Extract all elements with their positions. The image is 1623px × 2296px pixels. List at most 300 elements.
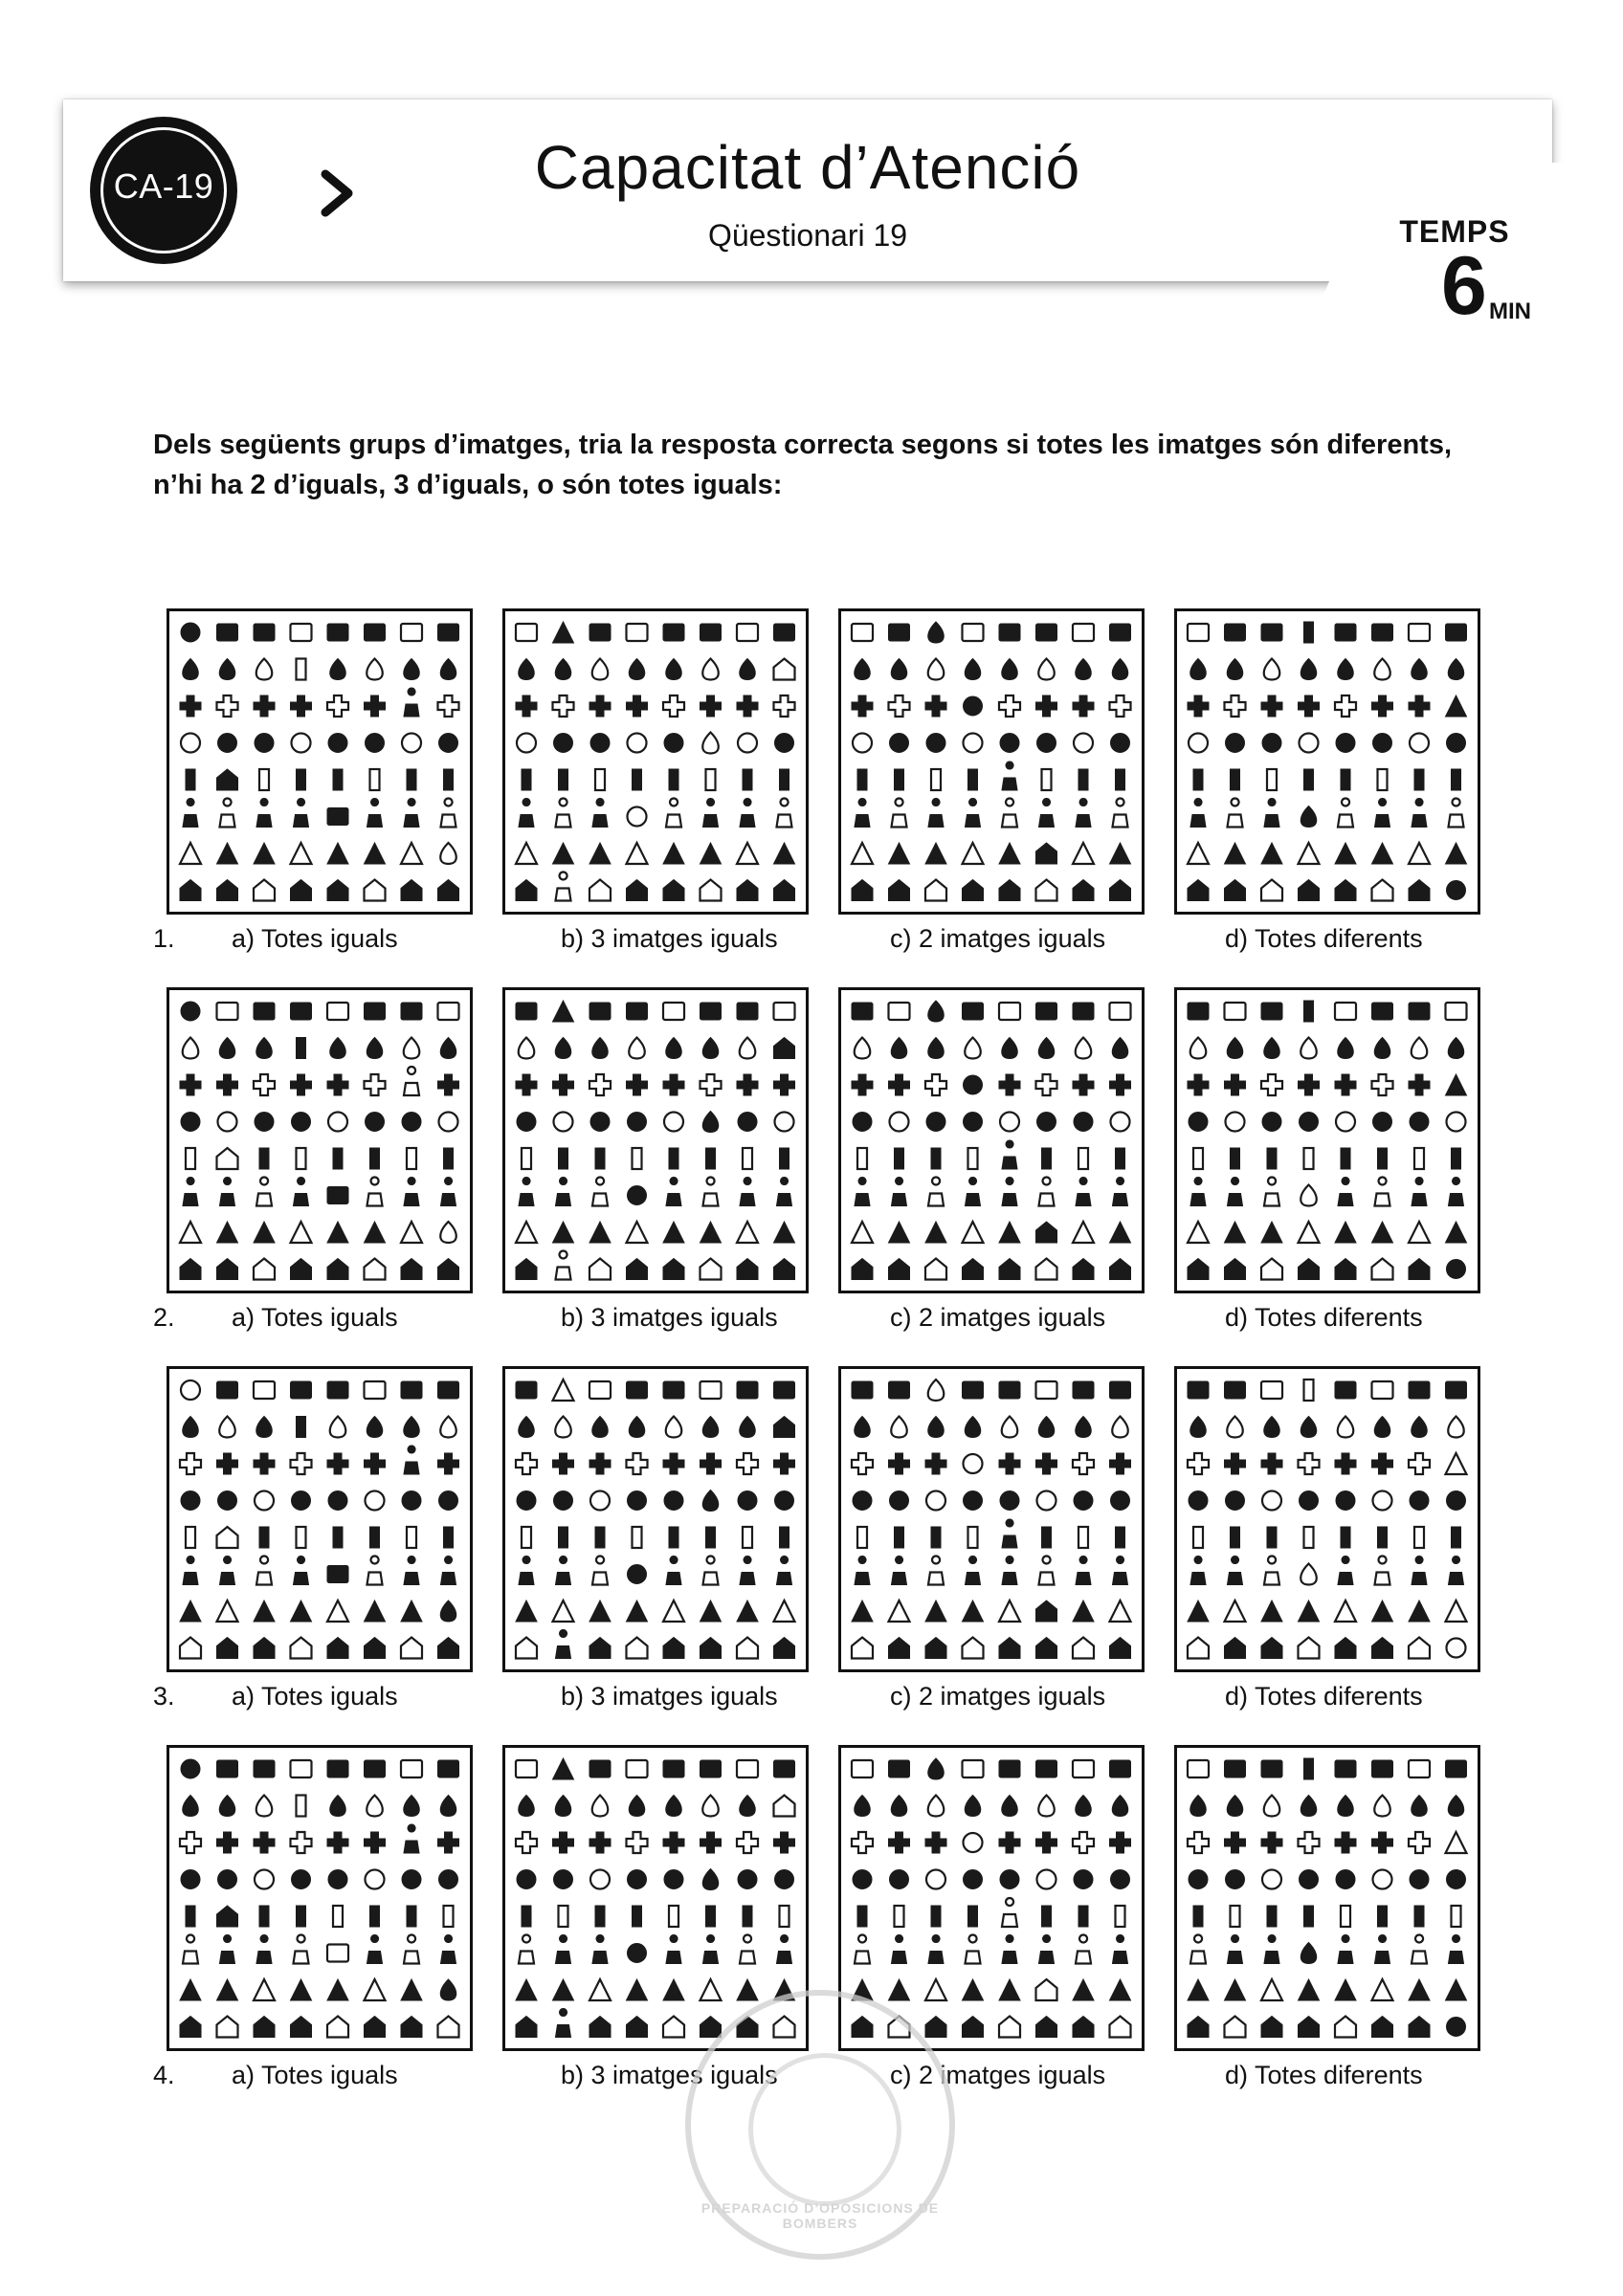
grid-icon bbox=[1227, 1417, 1243, 1438]
grid-icon bbox=[404, 1796, 420, 1817]
grid-icon bbox=[1409, 843, 1430, 864]
grid-icon bbox=[1073, 1638, 1094, 1659]
grid-icon bbox=[1372, 1453, 1393, 1474]
grid-icon bbox=[999, 1259, 1020, 1280]
grid-icon bbox=[217, 880, 238, 901]
grid-icon bbox=[852, 1453, 873, 1474]
answer-option-d[interactable]: d) Totes diferents bbox=[1225, 1682, 1423, 1711]
grid-icon bbox=[1372, 1003, 1393, 1020]
grid-icon bbox=[968, 769, 978, 790]
grid-icon bbox=[1188, 1832, 1209, 1853]
grid-icon bbox=[1112, 1038, 1128, 1059]
grid-icon bbox=[370, 1906, 380, 1927]
grid-icon bbox=[217, 1453, 238, 1474]
grid-icon bbox=[180, 1222, 201, 1243]
grid-icon bbox=[628, 734, 647, 753]
grid-icon bbox=[1073, 1222, 1094, 1243]
grid-icon bbox=[777, 1935, 792, 1964]
grid-icon bbox=[1036, 1453, 1057, 1474]
grid-icon bbox=[1447, 734, 1466, 753]
grid-icon bbox=[1110, 1074, 1131, 1095]
answer-option-d[interactable]: d) Totes diferents bbox=[1225, 924, 1423, 953]
grid-icon bbox=[553, 1222, 574, 1243]
grid-icon bbox=[926, 1870, 945, 1889]
grid-icon bbox=[589, 1760, 611, 1777]
grid-icon bbox=[663, 1832, 684, 1853]
grid-icon bbox=[1409, 1638, 1430, 1659]
grid-icon bbox=[367, 799, 383, 828]
answer-option-a[interactable]: a) Totes iguals bbox=[232, 1303, 398, 1332]
answer-option-c[interactable]: c) 2 imatges iguals bbox=[890, 2061, 1106, 2089]
grid-icon bbox=[928, 1758, 945, 1779]
grid-icon bbox=[777, 1556, 792, 1585]
grid-icon bbox=[890, 1113, 909, 1132]
grid-icon bbox=[627, 1381, 648, 1399]
grid-icon bbox=[218, 734, 237, 753]
grid-icon bbox=[702, 1796, 719, 1817]
grid-icon bbox=[1412, 1038, 1428, 1059]
grid-icon bbox=[1336, 1870, 1355, 1889]
answer-option-b[interactable]: b) 3 imatges iguals bbox=[561, 924, 778, 953]
grid-icon bbox=[555, 1038, 571, 1059]
grid-icon bbox=[180, 1832, 201, 1853]
grid-icon bbox=[855, 1796, 871, 1817]
grid-icon bbox=[1304, 622, 1314, 643]
grid-icon bbox=[1002, 762, 1017, 790]
grid-icon bbox=[855, 1935, 870, 1964]
logo-code: CA-19 bbox=[113, 166, 214, 206]
grid-icon bbox=[256, 1935, 272, 1964]
grid-icon bbox=[1301, 1417, 1317, 1438]
grid-icon bbox=[737, 1638, 758, 1659]
grid-icon bbox=[1262, 734, 1281, 753]
grid-icon bbox=[853, 734, 872, 753]
grid-icon bbox=[1372, 1638, 1393, 1659]
grid-icon bbox=[737, 1760, 758, 1777]
grid-icon bbox=[441, 799, 456, 828]
grid-icon bbox=[1261, 1003, 1282, 1020]
grid-icon bbox=[1039, 1178, 1055, 1206]
grid-icon bbox=[1410, 1491, 1429, 1511]
grid-icon bbox=[297, 769, 306, 790]
grid-icon bbox=[1264, 799, 1279, 828]
grid-icon bbox=[438, 880, 459, 901]
answer-option-a[interactable]: a) Totes iguals bbox=[232, 2061, 398, 2089]
grid-icon bbox=[401, 1601, 422, 1622]
grid-icon bbox=[1301, 1564, 1317, 1585]
grid-icon bbox=[1262, 1491, 1281, 1511]
grid-icon bbox=[664, 1113, 683, 1132]
grid-icon bbox=[589, 1601, 611, 1622]
grid-icon bbox=[255, 1113, 274, 1132]
grid-icon bbox=[889, 1760, 910, 1777]
grid-icon bbox=[1261, 695, 1282, 717]
grid-icon bbox=[999, 880, 1020, 901]
grid-icon bbox=[775, 734, 794, 753]
grid-icon bbox=[404, 1556, 419, 1585]
grid-icon bbox=[1446, 1381, 1467, 1399]
grid-icon bbox=[852, 1381, 873, 1399]
grid-icon bbox=[1375, 799, 1390, 828]
grid-icon bbox=[737, 1381, 758, 1399]
grid-icon bbox=[327, 808, 348, 826]
grid-icon bbox=[1409, 1003, 1430, 1020]
grid-icon bbox=[663, 1222, 684, 1243]
grid-icon bbox=[440, 1417, 456, 1438]
grid-icon bbox=[517, 734, 536, 753]
grid-icon bbox=[1038, 1417, 1055, 1438]
grid-icon bbox=[740, 1038, 756, 1059]
grid-icon bbox=[965, 1038, 981, 1059]
grid-icon bbox=[1338, 799, 1353, 828]
answer-option-c[interactable]: c) 2 imatges iguals bbox=[890, 924, 1106, 953]
grid-icon bbox=[852, 1638, 873, 1659]
grid-icon bbox=[1448, 1796, 1464, 1817]
grid-icon bbox=[365, 1381, 386, 1399]
answer-option-c[interactable]: c) 2 imatges iguals bbox=[890, 1303, 1106, 1332]
grid-icon bbox=[254, 1832, 275, 1853]
grid-icon bbox=[1267, 1906, 1277, 1927]
grid-icon bbox=[1264, 1935, 1279, 1964]
grid-icon bbox=[737, 1832, 758, 1853]
grid-icon bbox=[1409, 1760, 1430, 1777]
grid-icon bbox=[628, 1870, 647, 1889]
grid-icon bbox=[737, 1003, 758, 1020]
grid-icon bbox=[999, 624, 1020, 641]
grid-icon bbox=[519, 799, 534, 828]
grid-icon bbox=[628, 1565, 647, 1584]
grid-icon bbox=[1074, 1113, 1093, 1132]
grid-icon bbox=[1264, 1038, 1280, 1059]
grid-icon bbox=[444, 769, 454, 790]
grid-icon bbox=[740, 1417, 756, 1438]
grid-icon bbox=[559, 1906, 568, 1927]
grid-icon bbox=[440, 1222, 456, 1243]
grid-icon bbox=[555, 659, 571, 680]
grid-icon bbox=[1228, 1556, 1243, 1585]
grid-icon bbox=[1301, 659, 1317, 680]
grid-icon bbox=[702, 733, 719, 754]
grid-icon bbox=[777, 799, 792, 828]
grid-icon bbox=[1372, 695, 1393, 717]
grid-icon bbox=[964, 734, 983, 753]
grid-icon bbox=[1190, 799, 1206, 828]
grid-icon bbox=[1335, 695, 1356, 717]
time-value: 6 bbox=[1441, 240, 1487, 332]
page-title: Capacitat d’Atenció bbox=[534, 133, 1081, 202]
grid-icon bbox=[666, 1935, 681, 1964]
grid-icon bbox=[963, 1259, 984, 1280]
grid-icon bbox=[925, 843, 946, 864]
grid-icon bbox=[1261, 624, 1282, 641]
grid-icon bbox=[186, 769, 195, 790]
grid-icon bbox=[181, 734, 200, 753]
grid-icon bbox=[892, 1178, 907, 1206]
grid-icon bbox=[592, 1178, 608, 1206]
grid-icon bbox=[1372, 1259, 1393, 1280]
grid-icon bbox=[774, 1222, 795, 1243]
grid-icon bbox=[556, 799, 571, 828]
grid-icon bbox=[439, 1113, 458, 1132]
question-number: 1. bbox=[153, 924, 175, 953]
grid-icon bbox=[928, 1417, 945, 1438]
grid-icon bbox=[1412, 1178, 1427, 1206]
grid-icon bbox=[1188, 1074, 1209, 1095]
grid-icon bbox=[1304, 1758, 1314, 1779]
grid-icon bbox=[365, 1601, 386, 1622]
grid-icon bbox=[926, 1113, 945, 1132]
grid-icon bbox=[365, 1259, 386, 1280]
grid-icon bbox=[664, 734, 683, 753]
question-number: 3. bbox=[153, 1682, 175, 1711]
grid-icon bbox=[774, 624, 795, 641]
grid-icon bbox=[186, 1527, 195, 1548]
grid-icon bbox=[1078, 1906, 1088, 1927]
grid-icon bbox=[855, 1178, 870, 1206]
grid-icon bbox=[220, 1556, 235, 1585]
grid-icon bbox=[559, 1148, 568, 1169]
grid-icon bbox=[1414, 1527, 1424, 1548]
grid-icon bbox=[703, 1178, 719, 1206]
grid-icon bbox=[1414, 769, 1424, 790]
grid-icon bbox=[1112, 1796, 1128, 1817]
grid-icon bbox=[1225, 1760, 1246, 1777]
grid-icon bbox=[438, 1381, 459, 1399]
grid-icon bbox=[1190, 1935, 1206, 1964]
grid-icon bbox=[407, 769, 416, 790]
grid-icon bbox=[889, 1074, 910, 1095]
grid-icon bbox=[327, 695, 348, 717]
answer-option-b[interactable]: b) 3 imatges iguals bbox=[561, 1303, 778, 1332]
grid-icon bbox=[365, 1979, 386, 2000]
grid-icon bbox=[1225, 1381, 1246, 1399]
grid-icon bbox=[706, 769, 716, 790]
grid-icon bbox=[627, 1259, 648, 1280]
grid-icon bbox=[1267, 1148, 1277, 1169]
grid-icon bbox=[330, 1796, 346, 1817]
grid-icon bbox=[663, 624, 684, 641]
grid-icon bbox=[853, 1113, 872, 1132]
grid-icon bbox=[522, 1906, 531, 1927]
grid-icon bbox=[404, 1178, 419, 1206]
grid-icon bbox=[1002, 799, 1017, 828]
grid-icon bbox=[1190, 1556, 1206, 1585]
grid-icon bbox=[254, 1381, 275, 1399]
answer-option-a[interactable]: a) Totes iguals bbox=[232, 924, 398, 953]
grid-icon bbox=[1190, 1417, 1207, 1438]
grid-icon bbox=[1231, 1527, 1240, 1548]
grid-icon bbox=[440, 843, 456, 864]
answer-option-b[interactable]: b) 3 imatges iguals bbox=[561, 2061, 778, 2089]
grid-icon bbox=[853, 1870, 872, 1889]
grid-icon bbox=[700, 1760, 722, 1777]
grid-icon bbox=[1335, 1453, 1356, 1474]
grid-icon bbox=[928, 799, 944, 828]
grid-icon bbox=[1304, 1527, 1314, 1548]
grid-icon bbox=[217, 1381, 238, 1399]
grid-icon bbox=[218, 1491, 237, 1511]
grid-icon bbox=[1036, 695, 1057, 717]
grid-icon bbox=[441, 1178, 456, 1206]
grid-icon bbox=[1409, 1259, 1430, 1280]
grid-icon bbox=[666, 799, 681, 828]
grid-icon bbox=[1372, 1381, 1393, 1399]
grid-icon bbox=[1188, 880, 1209, 901]
grid-icon bbox=[1190, 1178, 1206, 1206]
grid-icon bbox=[1039, 1935, 1055, 1964]
grid-icon bbox=[1373, 734, 1392, 753]
grid-icon bbox=[1299, 880, 1320, 901]
grid-icon bbox=[1193, 1906, 1203, 1927]
grid-icon bbox=[702, 659, 719, 680]
grid-icon bbox=[965, 1417, 981, 1438]
grid-icon bbox=[928, 1038, 945, 1059]
grid-icon bbox=[925, 880, 946, 901]
grid-icon bbox=[522, 769, 531, 790]
grid-icon bbox=[333, 1148, 343, 1169]
grid-icon bbox=[589, 1832, 611, 1853]
grid-icon bbox=[1116, 1527, 1125, 1548]
grid-icon bbox=[441, 1556, 456, 1585]
grid-icon bbox=[999, 1979, 1020, 2000]
grid-icon bbox=[775, 1870, 794, 1889]
grid-icon bbox=[519, 659, 535, 680]
grid-icon bbox=[1261, 1979, 1282, 2000]
grid-icon bbox=[774, 695, 795, 717]
grid-icon bbox=[931, 1906, 941, 1927]
grid-icon bbox=[633, 1527, 642, 1548]
grid-icon bbox=[627, 1601, 648, 1622]
grid-icon bbox=[1335, 624, 1356, 641]
answer-option-d[interactable]: d) Totes diferents bbox=[1225, 2061, 1423, 2089]
grid-icon bbox=[889, 624, 910, 641]
grid-icon bbox=[404, 1067, 419, 1095]
grid-icon bbox=[1374, 659, 1390, 680]
grid-icon bbox=[669, 1906, 678, 1927]
grid-icon bbox=[1002, 1417, 1018, 1438]
grid-icon bbox=[254, 843, 275, 864]
grid-icon bbox=[1076, 799, 1091, 828]
image-grid-1-c bbox=[838, 608, 1145, 915]
grid-icon bbox=[401, 843, 422, 864]
grid-icon bbox=[855, 1556, 870, 1585]
grid-icon bbox=[256, 659, 273, 680]
answer-option-c[interactable]: c) 2 imatges iguals bbox=[890, 1682, 1106, 1711]
grid-icon bbox=[516, 1259, 537, 1280]
grid-icon bbox=[890, 1870, 909, 1889]
grid-icon bbox=[327, 1074, 348, 1095]
grid-icon bbox=[1225, 695, 1246, 717]
answer-option-b[interactable]: b) 3 imatges iguals bbox=[561, 1682, 778, 1711]
grid-icon bbox=[516, 1074, 537, 1095]
grid-icon bbox=[440, 1038, 456, 1059]
grid-icon bbox=[1304, 1148, 1314, 1169]
grid-icon bbox=[1378, 1906, 1388, 1927]
grid-icon bbox=[737, 695, 758, 717]
grid-icon bbox=[1409, 1381, 1430, 1399]
grid-icon bbox=[517, 1113, 536, 1132]
grid-icon bbox=[217, 1148, 238, 1169]
image-grid-1-a bbox=[167, 608, 473, 915]
grid-icon bbox=[1110, 1979, 1131, 2000]
grid-icon bbox=[327, 1945, 348, 1962]
grid-icon bbox=[1002, 1178, 1017, 1206]
grid-icon bbox=[516, 1760, 537, 1777]
answer-option-a[interactable]: a) Totes iguals bbox=[232, 1682, 398, 1711]
grid-icon bbox=[1299, 2017, 1320, 2038]
grid-icon bbox=[1338, 1556, 1353, 1585]
grid-icon bbox=[892, 799, 907, 828]
grid-icon bbox=[1447, 1639, 1466, 1658]
grid-icon bbox=[401, 624, 422, 641]
grid-icon bbox=[255, 1870, 274, 1889]
grid-icon bbox=[1446, 1074, 1467, 1095]
grid-icon bbox=[589, 1259, 611, 1280]
grid-icon bbox=[1261, 1638, 1282, 1659]
grid-icon bbox=[1299, 1074, 1320, 1095]
grid-icon bbox=[1409, 1074, 1430, 1095]
grid-icon bbox=[366, 1870, 385, 1889]
grid-icon bbox=[517, 1491, 536, 1511]
grid-icon bbox=[1335, 1074, 1356, 1095]
grid-icon bbox=[737, 1979, 758, 2000]
grid-icon bbox=[1225, 624, 1246, 641]
grid-icon bbox=[1410, 734, 1429, 753]
grid-icon bbox=[1446, 1979, 1467, 2000]
grid-icon bbox=[1373, 1870, 1392, 1889]
grid-icon bbox=[963, 880, 984, 901]
grid-icon bbox=[1264, 1556, 1279, 1585]
grid-icon bbox=[256, 1178, 272, 1206]
grid-icon bbox=[291, 1979, 312, 2000]
grid-icon bbox=[1335, 1760, 1356, 1777]
grid-icon bbox=[852, 1259, 873, 1280]
grid-icon bbox=[1338, 1038, 1354, 1059]
grid-icon bbox=[1372, 1074, 1393, 1095]
grid-icon bbox=[1116, 1148, 1125, 1169]
grid-icon bbox=[774, 1381, 795, 1399]
grid-icon bbox=[627, 1453, 648, 1474]
grid-icon bbox=[328, 734, 347, 753]
grid-icon bbox=[181, 1113, 200, 1132]
grid-icon bbox=[999, 843, 1020, 864]
grid-icon bbox=[1036, 1003, 1057, 1020]
grid-icon bbox=[1449, 1935, 1464, 1964]
grid-icon bbox=[327, 1979, 348, 2000]
grid-icon bbox=[774, 659, 795, 680]
answer-option-d[interactable]: d) Totes diferents bbox=[1225, 1303, 1423, 1332]
grid-icon bbox=[297, 1038, 306, 1059]
grid-icon bbox=[925, 1259, 946, 1280]
grid-icon bbox=[556, 1935, 571, 1964]
grid-icon bbox=[774, 1796, 795, 1817]
grid-icon bbox=[595, 1906, 605, 1927]
grid-icon bbox=[292, 734, 311, 753]
grid-icon bbox=[891, 1796, 907, 1817]
grid-icon bbox=[291, 2017, 312, 2038]
grid-icon bbox=[1372, 1760, 1393, 1777]
image-grid-3-b bbox=[502, 1366, 809, 1672]
grid-icon bbox=[1073, 1381, 1094, 1399]
grid-icon bbox=[219, 659, 235, 680]
grid-icon bbox=[365, 624, 386, 641]
grid-icon bbox=[365, 1222, 386, 1243]
grid-icon bbox=[706, 1906, 716, 1927]
grid-icon bbox=[291, 624, 312, 641]
watermark-inner-ring bbox=[748, 2053, 901, 2206]
grid-icon bbox=[925, 1638, 946, 1659]
grid-icon bbox=[703, 799, 719, 828]
